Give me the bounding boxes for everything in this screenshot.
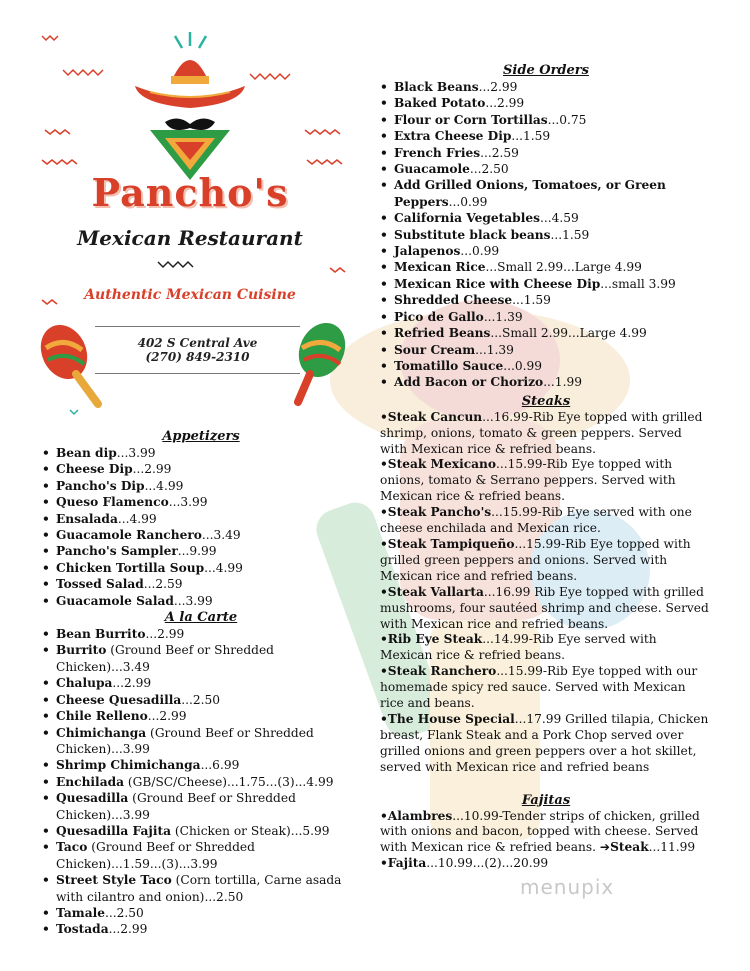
menu-item	[380, 95, 712, 111]
item-name: Pancho's Sampler	[56, 544, 178, 559]
item-price: ...2.99	[132, 462, 172, 477]
section-title-steaks: Steaks	[521, 393, 571, 409]
item-name: Tamale	[56, 905, 105, 920]
watermark: menupix	[520, 875, 615, 899]
item-price: ...4.99	[204, 560, 243, 575]
item-name: Chalupa	[56, 676, 113, 691]
menu-item	[42, 478, 360, 494]
item-price: ...6.99	[200, 758, 240, 773]
item-name: French Fries	[394, 145, 481, 160]
item-description: ...15.99-Rib Eye topped with grilled green peppers and onions. Served with Mexican rice and refried beans.	[380, 536, 691, 583]
item-name: Pancho's Dip	[56, 478, 145, 493]
menu-item	[42, 675, 360, 691]
item-name: Guacamole	[394, 162, 470, 177]
item-name: Street Style Taco	[56, 873, 172, 888]
item-price: ...2.99	[478, 80, 518, 94]
item-name: Steak	[610, 840, 649, 855]
menu-item	[42, 560, 360, 576]
item-name: •Steak Cancun	[380, 409, 483, 424]
item-name: Flour or Corn Tortillas	[394, 112, 548, 127]
item-name: Sour Cream	[394, 342, 476, 357]
item-price: ...0.99	[503, 358, 542, 373]
item-name: •Steak Mexicano	[380, 457, 497, 472]
item-name: Queso Flamenco	[56, 495, 169, 510]
item-description: ...15.99-Rib Eye served with one cheese enchilada and Mexican rice.	[380, 505, 692, 536]
section-title-side-orders: Side Orders	[503, 63, 589, 78]
menu-item-fajita	[380, 856, 712, 872]
menu-item	[42, 461, 360, 477]
item-price: ...2.99	[145, 627, 185, 642]
item-price: ...small 3.99	[600, 276, 676, 291]
item-name: Shrimp Chimichanga	[56, 758, 201, 773]
item-name: California Vegetables	[394, 211, 540, 226]
item-price: ...1.99	[543, 375, 582, 390]
item-name: Bean dip	[56, 446, 117, 460]
maraca-left-icon	[32, 317, 98, 404]
item-name: Taco	[56, 840, 88, 855]
rays-icon	[175, 32, 206, 48]
item-price: ...4.99	[144, 478, 184, 493]
item-price: (Ground Beef or Shredded Chicken)...1.59...(3)...3.99	[56, 840, 255, 871]
menu-item	[42, 774, 360, 790]
item-name: Add Bacon or Chorizo	[394, 375, 544, 390]
item-price: ...2.99	[108, 922, 148, 937]
restaurant-tagline: Authentic Mexican Cuisine	[84, 287, 296, 303]
menu-item	[42, 757, 360, 773]
menu-item	[380, 112, 712, 128]
item-description: ...16.99-Rib Eye topped with grilled shrimp, onions, tomato & green peppers. Served with Mexican rice & refried beans.	[380, 409, 703, 456]
restaurant-subtitle: Mexican Restaurant	[77, 226, 303, 250]
item-price: ...2.50	[181, 692, 220, 707]
item-name: •Alambres	[380, 808, 453, 823]
item-price: ...Small 2.99...Large 4.99	[485, 260, 642, 275]
item-description: ...14.99-Rib Eye served with Mexican rice & refried beans.	[380, 632, 657, 663]
item-description: ...16.99 Rib Eye topped with grilled mushrooms, four sautéed shrimp and cheese. Served with Mexican rice and refried beans.	[380, 584, 709, 631]
menu-item	[42, 527, 360, 543]
item-name: Substitute black beans	[394, 227, 551, 242]
sombrero-icon	[135, 60, 245, 108]
item-name: Extra Cheese Dip	[394, 129, 512, 144]
menu-item	[380, 374, 712, 390]
right-column	[380, 62, 712, 872]
menu-item	[42, 708, 360, 724]
item-name: Chimichanga	[56, 725, 147, 740]
menu-item-steak	[380, 585, 712, 633]
item-price: (Ground Beef or Shredded Chicken)...3.99	[56, 725, 314, 756]
menu-item	[42, 839, 360, 872]
menu-item-steak	[380, 410, 712, 458]
item-price: ...3.49	[201, 528, 241, 543]
item-description: ...10.99-Tender strips of chicken, grilled with onions and bacon, topped with cheese. Served with Mexican rice & refried beans.	[380, 808, 700, 855]
item-price: ...2.99	[112, 676, 152, 691]
item-price: (Ground Beef or Shredded Chicken)...3.49	[56, 643, 274, 674]
item-price: (Chicken or Steak)...5.99	[171, 823, 330, 838]
item-name: Black Beans	[394, 80, 479, 94]
menu-item	[380, 177, 712, 210]
item-price: ...0.99	[448, 194, 488, 209]
item-price: ...10.99...(2)...20.99	[426, 856, 549, 871]
item-price: (GB/SC/Cheese)...1.75...(3)...4.99	[124, 774, 334, 789]
item-price: ...2.59	[480, 145, 519, 160]
item-price: ...3.99	[168, 495, 208, 510]
arrow-icon: ➔	[599, 840, 611, 855]
item-price: ...2.59	[143, 577, 183, 592]
menu-item	[380, 325, 712, 341]
alacarte-list	[42, 626, 360, 938]
item-price: ...2.50	[469, 162, 509, 177]
menu-item	[380, 79, 712, 95]
menu-item	[42, 725, 360, 758]
menu-item	[380, 243, 712, 259]
phone-number: (270) 849-2310	[145, 350, 250, 364]
menu-item	[380, 276, 712, 292]
menu-item-alambres	[380, 809, 712, 857]
menu-item	[380, 128, 712, 144]
item-price: ...2.50	[104, 905, 144, 920]
item-name: Tostada	[56, 922, 109, 937]
menu-item	[42, 692, 360, 708]
item-name: •Rib Eye Steak	[380, 632, 483, 647]
menu-item	[380, 227, 712, 243]
item-price: ...4.99	[117, 511, 157, 526]
item-price: (Ground Beef or Shredded Chicken)...3.99	[56, 791, 296, 822]
item-name: Chile Relleno	[56, 709, 148, 724]
side-orders-list	[380, 79, 712, 391]
item-name: •Fajita	[380, 856, 427, 871]
section-title-fajitas: Fajitas	[521, 792, 571, 808]
item-name: Refried Beans	[394, 326, 491, 341]
item-name: Cheese Quesadilla	[56, 692, 182, 707]
menu-item	[42, 445, 360, 461]
menu-item	[42, 626, 360, 642]
menu-item	[380, 259, 712, 275]
item-name: Bean Burrito	[56, 627, 146, 642]
left-column	[42, 428, 360, 938]
menu-item	[380, 342, 712, 358]
menu-item-steak	[380, 505, 712, 537]
menu-item	[42, 511, 360, 527]
item-price: ...0.75	[547, 112, 587, 127]
item-price: ...11.99	[648, 840, 696, 855]
item-name: Jalapenos	[394, 244, 461, 259]
item-price: ...3.99	[116, 446, 156, 460]
menu-item	[380, 292, 712, 308]
item-name: Chicken Tortilla Soup	[56, 560, 205, 575]
section-title-appetizers: Appetizers	[162, 429, 240, 444]
address: 402 S Central Ave	[137, 336, 258, 350]
item-name: Add Grilled Onions, Tomatoes, or Green Peppers	[394, 178, 666, 209]
restaurant-name: Pancho's	[91, 170, 289, 215]
item-price: ...1.39	[483, 309, 523, 324]
menu-item	[42, 905, 360, 921]
item-name: Baked Potato	[394, 96, 486, 111]
menu-item	[42, 921, 360, 937]
menu-item	[42, 642, 360, 675]
menu-item	[380, 145, 712, 161]
menu-item-steak	[380, 537, 712, 585]
item-name: Guacamole Salad	[56, 593, 174, 608]
item-price: ...0.99	[460, 244, 500, 259]
item-price: ...1.59	[511, 129, 551, 144]
item-price: ...4.59	[539, 211, 579, 226]
item-name: Pico de Gallo	[394, 309, 484, 324]
menu-item-steak	[380, 664, 712, 712]
mustache-icon	[165, 118, 215, 130]
steaks-list	[380, 410, 712, 776]
menu-item	[42, 872, 360, 905]
item-price: ...1.39	[475, 342, 514, 357]
item-price: ...1.59	[550, 227, 590, 242]
item-name: Ensalada	[56, 511, 118, 526]
item-description: ...15.99-Rib Eye topped with our homemade spicy red sauce. Served with Mexican rice and beans.	[380, 664, 698, 711]
menu-item-steak	[380, 457, 712, 505]
menu-item	[42, 790, 360, 823]
item-price: ...Small 2.99...Large 4.99	[490, 326, 647, 341]
contact-info	[95, 336, 300, 364]
menu-item	[380, 358, 712, 374]
menu-item	[42, 494, 360, 510]
item-name: Shredded Cheese	[394, 293, 513, 308]
item-price: ...3.99	[173, 593, 213, 608]
menu-item	[42, 823, 360, 839]
item-name: Cheese Dip	[56, 462, 133, 477]
item-name: •The House Special	[380, 711, 515, 726]
menu-item	[380, 210, 712, 226]
item-name: Mexican Rice	[394, 260, 486, 275]
menu-item	[42, 593, 360, 609]
menu-item	[380, 161, 712, 177]
item-name: Guacamole Ranchero	[56, 528, 202, 543]
item-name: •Steak Pancho's	[380, 505, 492, 520]
item-name: Enchilada	[56, 774, 125, 789]
section-title-alacarte: A la Carte	[164, 610, 238, 626]
item-name: Tomatillo Sauce	[394, 358, 504, 373]
menu-item	[380, 309, 712, 325]
item-name: Quesadilla Fajita	[56, 823, 171, 838]
item-name: Mexican Rice with Cheese Dip	[394, 276, 601, 291]
menu-item-steak	[380, 712, 712, 776]
menu-item	[42, 576, 360, 592]
item-description: ...15.99-Rib Eye topped with onions, tomato & Serrano peppers. Served with Mexican rice & refried beans.	[380, 457, 676, 504]
menu-item-steak	[380, 632, 712, 664]
menu-item	[42, 543, 360, 559]
item-name: Quesadilla	[56, 791, 129, 806]
item-price: ...2.99	[485, 96, 525, 111]
appetizers-list	[42, 445, 360, 609]
item-name: •Steak Vallarta	[380, 584, 484, 599]
item-price: ...1.59	[512, 293, 551, 308]
item-description: ...17.99 Grilled tilapia, Chicken breast, Flank Steak and a Pork Chop served over grilled onions and green peppers over a hot skillet, served with Mexican rice and refried beans	[380, 711, 709, 774]
item-name: Tossed Salad	[56, 577, 144, 592]
item-price: ...9.99	[177, 544, 217, 559]
item-name: •Steak Tampiqueño	[380, 536, 515, 551]
item-name: •Steak Ranchero	[380, 664, 497, 679]
item-name: Burrito	[56, 643, 107, 658]
item-price: (Corn tortilla, Carne asada with cilantro and onion)...2.50	[56, 873, 342, 904]
item-price: ...2.99	[147, 709, 187, 724]
